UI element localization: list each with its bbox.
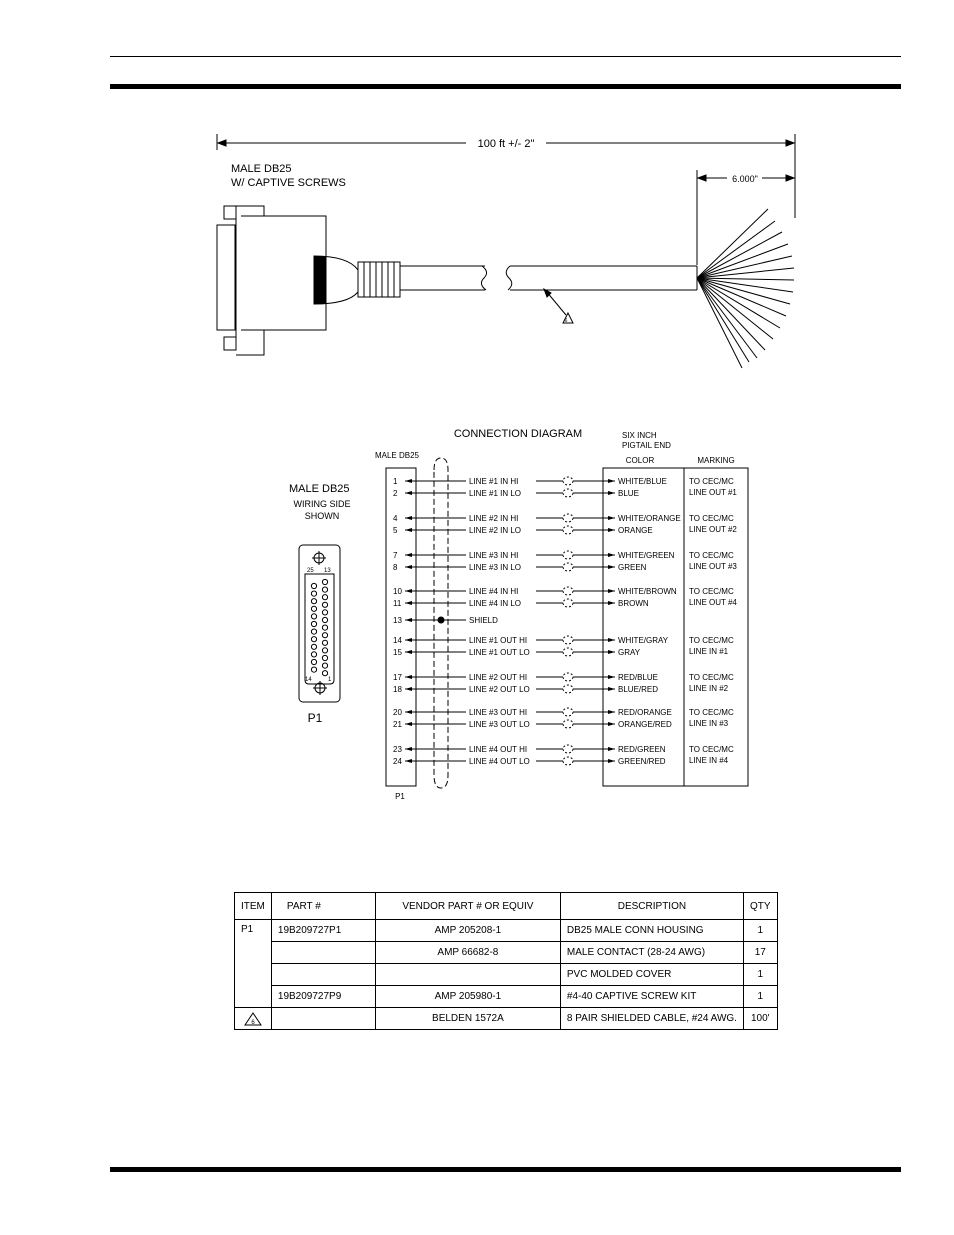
color-column-header: COLOR	[625, 456, 655, 465]
header-vendor: VENDOR PART # OR EQUIV	[375, 893, 560, 920]
pin-label-1: 1	[328, 677, 332, 683]
wire-color-label: WHITE/GREEN	[618, 551, 675, 560]
wire-row	[393, 563, 647, 572]
signal-label: LINE #4 IN LO	[469, 599, 522, 608]
diagram-connector-ref: P1	[395, 792, 405, 801]
cell-qty: 17	[743, 942, 777, 964]
table-row	[235, 964, 778, 986]
twisted-pair-marker	[563, 757, 573, 765]
signal-label: LINE #2 IN HI	[469, 514, 519, 523]
pin-number: 21	[393, 720, 402, 729]
wire-color-label: GRAY	[618, 648, 641, 657]
marking-line2: LINE IN #2	[689, 684, 729, 693]
marking-line1: TO CEC/MC	[689, 514, 734, 523]
cell-part: 19B209727P1	[271, 920, 375, 942]
marking-line2: LINE IN #4	[689, 756, 729, 765]
length-dimension-label: 100 ft +/- 2"	[477, 138, 535, 150]
pin-number: 7	[393, 551, 398, 560]
twisted-pair-marker	[563, 514, 573, 522]
cell-vendor	[375, 964, 560, 986]
signal-label: LINE #3 IN LO	[469, 563, 522, 572]
wire-color-label: ORANGE	[618, 526, 653, 535]
signal-label: LINE #3 IN HI	[469, 551, 519, 560]
marking-column-header: MARKING	[697, 456, 735, 465]
twisted-pair-marker	[563, 599, 573, 607]
parts-table	[234, 892, 778, 1030]
cell-part	[271, 1008, 375, 1030]
wire-row	[393, 685, 658, 694]
marking-line2: LINE OUT #4	[689, 598, 737, 607]
wire-color-label: BROWN	[618, 599, 649, 608]
signal-label: LINE #4 OUT LO	[469, 757, 530, 766]
cell-description: #4-40 CAPTIVE SCREW KIT	[560, 986, 743, 1008]
marking-line2: LINE IN #1	[689, 647, 729, 656]
wire-row	[393, 673, 658, 682]
marking-line1: TO CEC/MC	[689, 636, 734, 645]
cell-description: MALE CONTACT (28-24 AWG)	[560, 942, 743, 964]
twisted-pair-marker	[563, 708, 573, 716]
marking-line2: LINE OUT #2	[689, 525, 737, 534]
twisted-pair-marker	[563, 745, 573, 753]
connector-view-title: MALE DB25	[289, 483, 350, 495]
cell-item: P1	[235, 920, 272, 1008]
wire-color-label: ORANGE/RED	[618, 720, 672, 729]
pin-number: 17	[393, 673, 402, 682]
triangle-note-icon	[244, 1012, 262, 1026]
signal-label: LINE #1 OUT LO	[469, 648, 530, 657]
cell-part: 19B209727P9	[271, 986, 375, 1008]
cell-description: DB25 MALE CONN HOUSING	[560, 920, 743, 942]
marking-line1: TO CEC/MC	[689, 587, 734, 596]
signal-label: LINE #4 OUT HI	[469, 745, 528, 754]
cell-item-note-marker	[235, 1008, 272, 1030]
wire-color-label: GREEN/RED	[618, 757, 666, 766]
pin-label-25: 25	[307, 568, 314, 574]
twisted-pair-marker	[563, 587, 573, 595]
table-row	[235, 920, 778, 942]
twisted-pair-marker	[563, 477, 573, 485]
cell-vendor: AMP 66682-8	[375, 942, 560, 964]
cell-qty: 1	[743, 964, 777, 986]
wire-row	[393, 489, 639, 498]
connection-diagram-title: CONNECTION DIAGRAM	[453, 428, 583, 440]
wire-color-label: BLUE	[618, 489, 639, 498]
wire-row	[393, 514, 681, 523]
cell-qty: 100'	[743, 1008, 777, 1030]
pin-number: 11	[393, 599, 402, 608]
table-row	[235, 942, 778, 964]
cell-part	[271, 964, 375, 986]
wire-color-label: RED/ORANGE	[618, 708, 672, 717]
wire-color-label: GREEN	[618, 563, 647, 572]
marking-line1: TO CEC/MC	[689, 551, 734, 560]
header-item: ITEM	[235, 893, 272, 920]
connector-view-subtitle-1: WIRING SIDE	[293, 499, 351, 509]
twisted-pair-marker	[563, 636, 573, 644]
signal-label: LINE #1 IN HI	[469, 477, 519, 486]
connector-column-header: MALE DB25	[374, 451, 420, 460]
pin-number: 18	[393, 685, 402, 694]
wire-color-label: WHITE/BROWN	[618, 587, 677, 596]
table-row	[235, 986, 778, 1008]
wire-color-label: BLUE/RED	[618, 685, 659, 694]
pigtail-header-line2: PIGTAIL END	[622, 441, 671, 450]
pin-number: 20	[393, 708, 402, 717]
header-qty: QTY	[743, 893, 777, 920]
wire-color-label: WHITE/ORANGE	[618, 514, 681, 523]
twisted-pair-marker	[563, 526, 573, 534]
wire-color-label: RED/BLUE	[618, 673, 659, 682]
signal-label: LINE #4 IN HI	[469, 587, 519, 596]
pin-number: 5	[393, 526, 398, 535]
marking-line2: LINE OUT #3	[689, 562, 737, 571]
wire-color-label: WHITE/GRAY	[618, 636, 669, 645]
note-marker-cable: 6	[564, 318, 568, 324]
wire-row	[393, 648, 641, 657]
pin-number: 10	[393, 587, 402, 596]
twisted-pair-marker	[563, 720, 573, 728]
twisted-pair-marker	[563, 563, 573, 571]
signal-label: LINE #2 IN LO	[469, 526, 522, 535]
cell-description: PVC MOLDED COVER	[560, 964, 743, 986]
connector-view-subtitle-2: SHOWN	[304, 511, 340, 521]
connector-label-line2: W/ CAPTIVE SCREWS	[231, 177, 346, 189]
signal-label: SHIELD	[469, 616, 498, 625]
pin-number: 23	[393, 745, 402, 754]
wire-row	[393, 616, 498, 625]
wire-color-label: RED/GREEN	[618, 745, 666, 754]
signal-label: LINE #1 IN LO	[469, 489, 522, 498]
twisted-pair-marker	[563, 648, 573, 656]
wire-row	[393, 708, 672, 717]
pin-label-14: 14	[305, 677, 312, 683]
wire-row	[393, 526, 653, 535]
wire-row	[393, 599, 649, 608]
pin-number: 13	[393, 616, 402, 625]
cell-vendor: AMP 205980-1	[375, 986, 560, 1008]
db25-pin-column	[386, 468, 416, 786]
marking-line1: TO CEC/MC	[689, 708, 734, 717]
header-description: DESCRIPTION	[560, 893, 743, 920]
marking-line2: LINE OUT #1	[689, 488, 737, 497]
wire-row	[393, 587, 677, 596]
signal-label: LINE #3 OUT HI	[469, 708, 528, 717]
pin-number: 14	[393, 636, 402, 645]
connector-label-line1: MALE DB25	[231, 163, 292, 175]
signal-label: LINE #1 OUT HI	[469, 636, 528, 645]
twisted-pair-marker	[563, 489, 573, 497]
connector-ref: P1	[307, 711, 323, 725]
pin-label-13: 13	[324, 568, 331, 574]
marking-line2: LINE IN #3	[689, 719, 729, 728]
wire-row	[393, 720, 672, 729]
cell-description: 8 PAIR SHIELDED CABLE, #24 AWG.	[560, 1008, 743, 1030]
pin-number: 2	[393, 489, 398, 498]
twisted-pair-marker	[563, 673, 573, 681]
signal-label: LINE #2 OUT HI	[469, 673, 528, 682]
pin-number: 4	[393, 514, 398, 523]
note-marker-table: 6	[251, 1019, 255, 1026]
signal-label: LINE #2 OUT LO	[469, 685, 530, 694]
wire-row	[393, 551, 675, 560]
pin-number: 15	[393, 648, 402, 657]
pin-number: 1	[393, 477, 398, 486]
marking-line1: TO CEC/MC	[689, 477, 734, 486]
twisted-pair-marker	[563, 551, 573, 559]
pigtail-dimension-label: 6.000"	[732, 174, 758, 184]
cell-part	[271, 942, 375, 964]
wire-color-label: WHITE/BLUE	[618, 477, 667, 486]
pigtail-header-line1: SIX INCH	[622, 431, 657, 440]
cell-qty: 1	[743, 920, 777, 942]
pin-number: 8	[393, 563, 398, 572]
header-part: PART #	[271, 893, 375, 920]
cell-vendor: AMP 205208-1	[375, 920, 560, 942]
pin-number: 24	[393, 757, 402, 766]
signal-label: LINE #3 OUT LO	[469, 720, 530, 729]
cell-vendor: BELDEN 1572A	[375, 1008, 560, 1030]
parts-table-header	[235, 893, 778, 920]
cell-qty: 1	[743, 986, 777, 1008]
marking-line1: TO CEC/MC	[689, 745, 734, 754]
marking-line1: TO CEC/MC	[689, 673, 734, 682]
table-row	[235, 1008, 778, 1030]
twisted-pair-marker	[563, 685, 573, 693]
